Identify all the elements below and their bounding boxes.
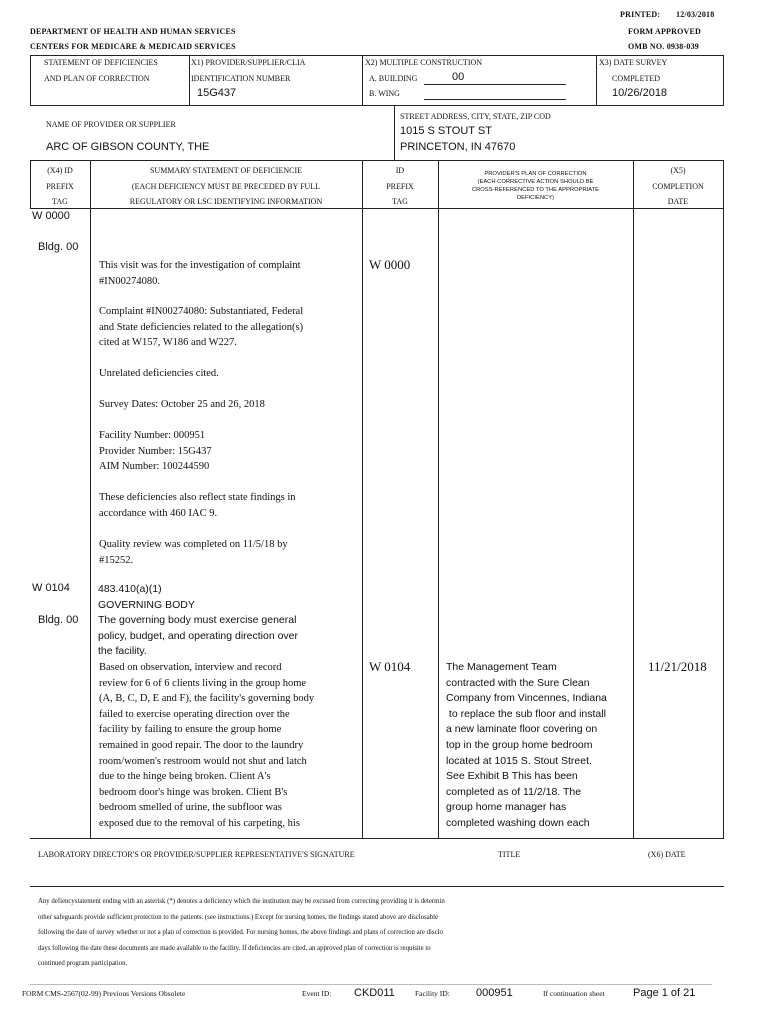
text-line: The governing body must exercise general [98,614,297,627]
x1-label-2: IDENTIFICATION NUMBER [191,74,291,83]
id-tag-w0104: W 0104 [369,659,411,674]
paragraph-facility-numbers [99,428,212,475]
text-line: contracted with the Sure Clean [446,676,590,689]
x5-header-2: COMPLETION [652,182,704,191]
disclaimer [38,894,445,972]
printed-label: PRINTED: [620,10,661,19]
poc-header-3: CROSS-REFERENCED TO THE APPROPRIATE [471,187,600,193]
text-line: completed as of 11/2/18. The [446,785,582,798]
text-line: Company from Vincennes, Indiana [446,692,607,705]
text-line: 483.410(a)(1) [98,583,162,595]
paragraph-quality-review [99,537,288,568]
id-header-3: TAG [392,197,408,206]
director-signature-label: LABORATORY DIRECTOR'S OR PROVIDER/SUPPLIER REPRESENTATIVE'S SIGNATURE [38,850,355,859]
summary-header-1: SUMMARY STATEMENT OF DEFICIENCIE [149,166,303,175]
x6-date-label: (X6) DATE [648,850,686,859]
disclaimer-line: continued program participation. [38,960,128,968]
address-line-1: 1015 S STOUT ST [400,125,492,137]
x3-label-2: COMPLETED [612,74,660,83]
text-line: bedroom smelled of urine, the subfloor was [99,802,282,814]
x4-header-3: TAG [52,197,68,206]
summary-header-2: (EACH DEFICIENCY MUST BE PRECEDED BY FULL [131,182,321,191]
id-header-1: ID [395,166,405,175]
text-line: #IN00274080. [99,275,160,287]
survey-date-value: 10/26/2018 [612,87,668,99]
poc-header-1: PROVIDER'S PLAN OF CORRECTION [484,171,587,177]
building-tag-2: Bldg. 00 [38,614,79,626]
page-number: Page 1 of 21 [633,987,696,999]
completion-date: 11/21/2018 [648,659,707,674]
paragraph-state-findings [99,490,296,521]
text-line: This visit was for the investigation of complaint [99,260,301,271]
text-line: exposed due to the removal of his carpeting, his [99,817,300,829]
building-value: 00 [452,71,465,83]
provider-id-value: 15G437 [197,87,237,99]
text-line: bedroom door's hinge was broken. Client B's [99,786,288,798]
text-line: These deficiencies also reflect state findings in [99,492,296,503]
building-label: A. BUILDING [369,74,418,83]
form-approved: FORM APPROVED [628,27,702,36]
x4-header-2: PREFIX [46,182,74,191]
statement-label-2: AND PLAN OF CORRECTION [44,74,150,83]
plan-of-correction-text [446,660,607,832]
text-line: top in the group home bedroom [446,738,593,751]
facility-id-value: 000951 [476,987,513,999]
regulation-block [98,582,298,660]
text-line: Quality review was completed on 11/5/18 by [99,539,288,550]
title-label: TITLE [498,850,521,859]
text-line: review for 6 of 6 clients living in the group home [99,677,307,689]
text-line: and State deficiencies related to the allegation(s) [99,321,304,333]
poc-header-4: DEFICIENCY) [516,195,555,201]
department-name: DEPARTMENT OF HEALTH AND HUMAN SERVICES [30,27,236,36]
facility-id-label: Facility ID: [415,989,450,998]
wing-label: B. WING [369,89,400,98]
summary-header-3: REGULATORY OR LSC IDENTIFYING INFORMATION [129,197,323,206]
text-line: due to the hinge being broken. Client A's [99,771,271,783]
text-line: Complaint #IN00274080: Substantiated, Federal [99,306,304,317]
text-line: a new laminate floor covering on [446,723,598,736]
id-header-2: PREFIX [386,182,414,191]
x5-header-1: (X5) [670,166,686,175]
text-line: AIM Number: 100244590 [99,461,210,473]
text-line: located at 1015 S. Stout Street. [446,754,592,767]
text-line: remained in good repair. The door to the laundry [99,739,304,751]
poc-header-2: (EACH CORRECTIVE ACTION SHOULD BE [477,179,594,185]
provider-name-value: ARC OF GIBSON COUNTY, THE [46,141,210,153]
text-line: See Exhibit B This has been [446,770,578,783]
text-line: #15252. [99,554,134,566]
x2-label: X2) MULTIPLE CONSTRUCTION [365,58,483,67]
continuation-label: If continuation sheet [543,989,605,998]
event-id-label: Event ID: [302,989,332,998]
tag-w0104: W 0104 [32,582,70,594]
printed-date: 12/03/2018 [676,10,715,19]
text-line: failed to exercise operating direction over the [99,708,290,720]
disclaimer-line: days following the date these documents are made available to the facility. If deficiencies are cited, an approved plan of correction is requisite to [38,944,431,952]
x1-label-1: X1) PROVIDER/SUPPLIER/CLIA [191,58,306,67]
x3-label-1: X3) DATE SURVEY [599,58,668,67]
text-line: The Management Team [446,661,557,673]
text-line: Unrelated deficiencies cited. [99,368,219,379]
centers-name: CENTERS FOR MEDICARE & MEDICAID SERVICES [30,42,236,51]
text-line: to replace the sub floor and install [446,707,606,720]
paragraph-complaint [99,304,303,351]
text-line: policy, budget, and operating direction over [98,629,299,642]
x5-header-3: DATE [667,197,689,206]
text-line: Survey Dates: October 25 and 26, 2018 [99,399,265,410]
id-tag-w0000: W 0000 [369,257,411,272]
address-line-2: PRINCETON, IN 47670 [400,141,516,153]
disclaimer-line: following the date of survey whether or not a plan of correction is provided. For nursing homes, the above findings and plans of correction are disclo [38,929,443,937]
statement-label-1: STATEMENT OF DEFICIENCIES [44,58,158,67]
provider-name-label: NAME OF PROVIDER OR SUPPLIER [46,120,176,129]
text-line: GOVERNING BODY [98,598,195,611]
text-line: Facility Number: 000951 [99,430,206,441]
address-label: STREET ADDRESS, CITY, STATE, ZIP COD [400,112,551,121]
tag-w0000: W 0000 [32,210,70,222]
event-id-value: CKD011 [354,987,395,999]
text-line: Provider Number: 15G437 [99,445,212,457]
text-line: cited at W157, W186 and W227. [99,337,237,349]
text-line: completed washing down each [446,816,590,829]
paragraph-findings [99,660,314,832]
paragraph-unrelated [99,366,219,382]
omb-number: OMB NO. 0938-039 [628,42,699,51]
building-tag-1: Bldg. 00 [38,241,79,253]
text-line: Based on observation, interview and record [99,662,282,673]
text-line: (A, B, C, D, E and F), the facility's governing body [99,693,315,705]
paragraph-visit [99,258,301,289]
x4-header-1: (X4) ID [47,166,73,175]
text-line: accordance with 460 IAC 9. [99,507,218,519]
form-number: FORM CMS-2567(02-99) Previous Versions Obsolete [22,989,186,998]
paragraph-survey-dates [99,397,265,413]
disclaimer-line: other safeguards provide sufficient protection to the patients. (see instructions.) Except for nursing homes, the findings stated above are disclosable [38,913,439,921]
text-line: the facility. [98,645,147,658]
text-line: facility by failing to ensure the group home [99,724,282,736]
disclaimer-line: Any defiencystatement ending with an asterisk (*) denotes a deficiency which the institution may be excused from correcting providing it is determin [38,898,445,905]
text-line: group home manager has [446,801,567,814]
text-line: room/women's restroom would not shut and latch [99,755,307,767]
